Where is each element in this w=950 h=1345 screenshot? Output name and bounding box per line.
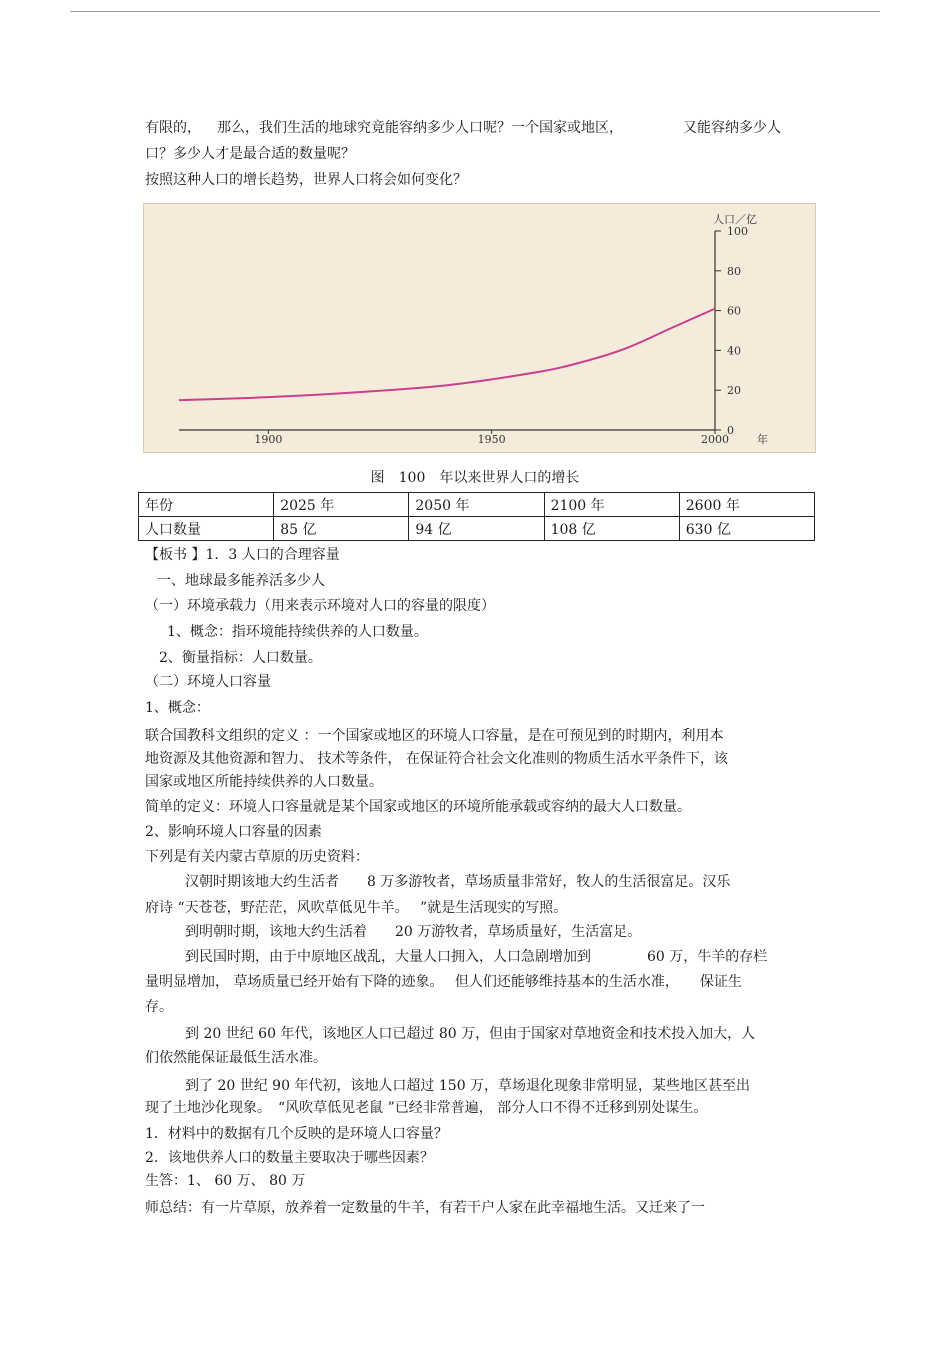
concept-item: 1、概念：指环境能持续供养的人口数量。 [167, 624, 428, 640]
table-cell: 630 亿 [679, 517, 814, 541]
intro-line-3: 按照这种人口的增长趋势，世界人口将会如何变化？ [145, 172, 467, 188]
table-cell: 人口数量 [139, 517, 274, 541]
y-tick-label: 100 [727, 225, 748, 238]
concept-heading: 1、概念： [145, 700, 210, 716]
population-series-line [179, 309, 715, 401]
teacher-summary: 师总结：有一片草原，放养着一定数量的牛羊，有若干户人家在此幸福地生活。又迁来了一 [145, 1200, 705, 1216]
paragraph-han-2: 府诗 “天苍苍，野茫茫，风吹草低见牛羊。 ”就是生活现实的写照。 [145, 900, 568, 916]
table-cell: 108 亿 [544, 517, 679, 541]
table-cell: 85 亿 [274, 517, 409, 541]
x-tick-label: 1900 [254, 433, 283, 446]
table-header-cell: 2600 年 [679, 493, 814, 517]
question-1: 1．材料中的数据有几个反映的是环境人口容量？ [145, 1126, 448, 1142]
board-title: 【板书 】1．3 人口的合理容量 [145, 547, 340, 563]
subsection-heading-2: （二）环境人口容量 [145, 674, 271, 690]
table-cell: 94 亿 [409, 517, 544, 541]
population-chart [143, 203, 816, 453]
table-header-cell: 2100 年 [544, 493, 679, 517]
y-tick-label: 80 [727, 264, 741, 278]
student-answer: 生答：1、 60 万、 80 万 [145, 1173, 306, 1189]
page-top-rule [70, 11, 880, 12]
intro-line-1-start: 有限的， [145, 120, 201, 136]
table-header-row [139, 493, 815, 517]
indicator-item: 2、衡量指标：人口数量。 [159, 650, 322, 666]
table-header-cell: 年份 [139, 493, 274, 517]
factors-heading: 2、影响环境人口容量的因素 [145, 824, 322, 840]
y-tick-label: 60 [727, 304, 741, 318]
y-tick-label: 20 [727, 384, 741, 398]
paragraph-han-1: 汉朝时期该地大约生活者 8 万多游牧者，草场质量非常好，牧人的生活很富足。汉乐 [185, 874, 731, 890]
paragraph-ming: 到明朝时期，该地大约生活着 20 万游牧者，草场质量好，生活富足。 [185, 924, 642, 940]
population-chart-svg [144, 204, 817, 454]
subsection-heading-1: （一）环境承载力（用来表示环境对人口的容量的限度） [145, 598, 495, 614]
y-tick-label: 40 [727, 344, 741, 358]
paragraph-1960s-2: 们依然能保证最低生活水准。 [145, 1050, 327, 1066]
intro-line-1-middle: 那么，我们生活的地球究竟能容纳多少人口呢？一个国家或地区， [217, 120, 623, 136]
paragraph-minguo-3: 存。 [145, 999, 173, 1015]
definition-line-2: 地资源及其他资源和智力、 技术等条件， 在保证符合社会文化准则的物质生活水平条件下，该 [145, 751, 728, 767]
intro-line-1 [145, 119, 781, 137]
paragraph-minguo-1: 到民国时期，由于中原地区战乱，大量人口拥入，人口急剧增加到 60 万，牛羊的存栏 [185, 949, 768, 965]
paragraph-1990s-2: 现了土地沙化现象。 “风吹草低见老鼠 ”已经非常普遍， 部分人口不得不迁移到别处谋生。 [145, 1100, 708, 1116]
x-tick-label: 2000 [701, 433, 729, 446]
y-axis-title: 人口／亿 [713, 213, 757, 226]
chart-caption: 图 100 年以来世界人口的增长 [370, 470, 580, 486]
definition-line-3: 国家或地区所能持续供养的人口数量。 [145, 774, 383, 790]
definition-line-1: 联合国教科文组织的定义 ：一个国家或地区的环境人口容量，是在可预见到的时期内，利用本 [145, 728, 724, 744]
paragraph-1990s-1: 到了 20 世纪 90 年代初，该地人口超过 150 万，草场退化现象非常明显，某些地区甚至出 [185, 1078, 751, 1094]
simple-definition: 简单的定义：环境人口容量就是某个国家或地区的环境所能承载或容纳的最大人口数量。 [145, 799, 691, 815]
intro-line-1-end: 又能容纳多少人 [683, 120, 781, 136]
y-tick-label: 0 [727, 424, 734, 437]
x-axis-title: 年 [757, 433, 768, 446]
table-row [139, 517, 815, 541]
population-forecast-table [138, 492, 815, 541]
x-tick-label: 1950 [477, 433, 506, 446]
table-header-cell: 2050 年 [409, 493, 544, 517]
material-intro: 下列是有关内蒙古草原的历史资料： [145, 849, 369, 865]
paragraph-minguo-2: 量明显增加， 草场质量已经开始有下降的迹象。 但人们还能够维持基本的生活水准， 保证生 [145, 974, 742, 990]
paragraph-1960s-1: 到 20 世纪 60 年代，该地区人口已超过 80 万，但由于国家对草地资金和技术投入加大，人 [185, 1026, 756, 1042]
table-header-cell: 2025 年 [274, 493, 409, 517]
section-heading-1: 一、地球最多能养活多少人 [157, 573, 325, 589]
intro-line-2: 口？多少人才是最合适的数量呢？ [145, 146, 355, 162]
question-2: 2．该地供养人口的数量主要取决于哪些因素？ [145, 1150, 434, 1166]
